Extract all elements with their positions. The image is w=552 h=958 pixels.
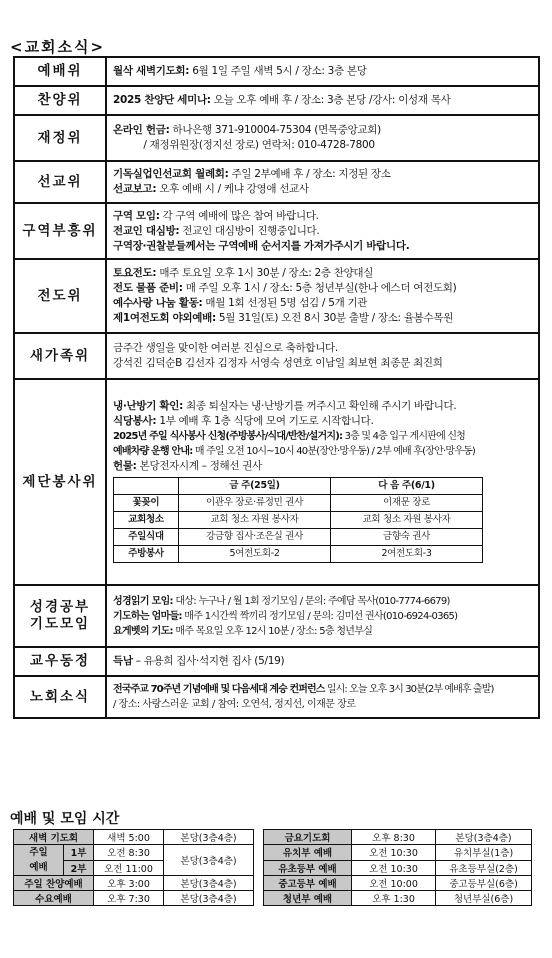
roster-cell: 5여전도회-2: [179, 545, 331, 562]
schedule-row: [14, 845, 532, 861]
roster-cell: 교회 청소 자원 봉사자: [179, 511, 331, 528]
schedule-place: 본당(3층4층): [164, 876, 254, 891]
news-line: [113, 266, 532, 281]
schedule-name: 수요예배: [14, 891, 94, 906]
news-line-heading: 예수사랑 나눔 활동:: [113, 297, 203, 309]
news-line: [113, 444, 532, 459]
news-line-heading: 기독실업인선교회 월례회:: [113, 168, 229, 180]
schedule-time: 오후 8:30: [352, 830, 436, 845]
news-line-text: 오늘 오후 예배 후 / 장소: 3층 본당 /강사: 이성재 목사: [210, 94, 451, 106]
news-row-choir: [14, 86, 539, 115]
news-row-evangelism: [14, 259, 539, 333]
roster-cell: 교회 청소 자원 봉사자: [331, 511, 483, 528]
news-line-text: 금주간 생일을 맞이한 여러분 진심으로 축하합니다.: [113, 342, 338, 354]
news-line-text: 매주 목요일 오후 12시 10분 / 장소: 5층 청년부실: [172, 625, 373, 637]
roster-row: [114, 528, 483, 545]
news-line-heading: 선교보고:: [113, 183, 157, 195]
service-roster-table: [113, 477, 483, 563]
news-content: [106, 203, 539, 259]
category-label: 전도위: [14, 259, 106, 333]
news-line-heading: 제1여전도회 야외예배:: [113, 312, 216, 324]
schedule-name: 중고등부 예배: [264, 876, 352, 891]
schedule-name: 청년부 예배: [264, 891, 352, 906]
news-line-text: 본당전자시계 – 정해선 권사: [136, 459, 262, 472]
news-line: [113, 697, 532, 712]
schedule-place: 본당(3층4층): [164, 830, 254, 845]
news-line-heading: 월삭 새벽기도회:: [113, 65, 190, 77]
news-line-text: 전교인 대심방이 진행중입니다.: [179, 224, 320, 237]
news-row-elders: [14, 676, 539, 718]
news-line: [113, 138, 532, 153]
news-line-text: 3층 및 4층 입구 게시판에 신청: [342, 430, 466, 442]
news-line-text: 하나은행 371-910004-75304 (면목중앙교회): [169, 124, 381, 136]
news-line: [113, 594, 532, 609]
news-line-text: 오후 예배 시 / 케냐 강영애 선교사: [156, 183, 309, 195]
news-line: [113, 182, 532, 197]
schedule-place: 청년부실(6층): [436, 891, 532, 906]
news-content: [106, 115, 539, 161]
news-line: [113, 281, 532, 296]
news-line-text: 매 주일 오전 10시~10시 40분(장안·망우동) / 2부 예배 후(장안·망우동): [192, 445, 476, 457]
schedule-row: [14, 830, 532, 845]
roster-cell: 이재문 장로: [331, 494, 483, 511]
category-label: 제단봉사위: [14, 379, 106, 585]
schedule-time: 오전 10:30: [352, 845, 436, 861]
news-line: [113, 93, 532, 108]
news-line-text: 5월 31일(토) 오전 8시 30분 출발 / 장소: 율봄수목원: [215, 312, 454, 324]
news-content: [106, 86, 539, 115]
schedule-time: 오후 7:30: [94, 891, 164, 906]
news-line-text: 매월 1회 선정된 5명 섬김 / 5개 기관: [202, 297, 368, 309]
schedule-sub: 1부: [64, 845, 94, 861]
category-label: 찬양위: [14, 86, 106, 115]
roster-role: 교회청소: [114, 511, 179, 528]
category-label: 새가족위: [14, 333, 106, 379]
schedule-group: 주일 예배: [14, 845, 64, 876]
schedule-place: 본당(3층4층): [436, 830, 532, 845]
category-label: 교우동정: [14, 647, 106, 676]
church-news-title: <교회소식>: [10, 38, 106, 56]
news-line-heading: 헌물:: [113, 459, 137, 472]
news-line-text: 일시: 오늘 오후 3시 30분(2부 예배후 출발): [324, 684, 494, 695]
news-line-heading: 식당봉사:: [113, 414, 157, 427]
news-content: [106, 259, 539, 333]
schedule-name: 유치부 예배: [264, 845, 352, 861]
news-line-text: 강석진 김덕순B 김선자 김정자 서영숙 성연호 이남일 최보현 최종문 최진희: [113, 357, 443, 369]
news-row-finance: [14, 115, 539, 161]
news-line: [113, 654, 532, 669]
news-line: [113, 682, 532, 697]
category-label: 예배위: [14, 57, 106, 86]
news-line: [113, 356, 532, 371]
news-line-heading: 요게벳의 기도:: [113, 625, 173, 637]
schedule-sub: 2부: [64, 860, 94, 876]
news-line-heading: 전국주교 70주년 기념예배 및 다음세대 계승 컨퍼런스: [113, 684, 325, 695]
schedule-place: 중고등부실(6층): [436, 876, 532, 891]
schedule-name: 금요기도회: [264, 830, 352, 845]
category-label: 선교위: [14, 161, 106, 203]
news-line-text: – 유용희 집사·석지현 집사 (5/19): [132, 655, 285, 667]
schedule-title: 예배 및 모임 시간: [10, 811, 120, 827]
news-line-heading: 전도 물품 준비:: [113, 282, 183, 294]
roster-cell: 이관우 장로·류정민 권사: [179, 494, 331, 511]
roster-header: [114, 477, 179, 494]
schedule-place: 본당(3층4층): [164, 845, 254, 876]
roster-header-row: [114, 477, 483, 494]
schedule-place: 본당(3층4층): [164, 891, 254, 906]
news-row-fellowship: [14, 647, 539, 676]
news-content: [106, 647, 539, 676]
news-row-newfamily: [14, 333, 539, 379]
category-label: 성경공부 기도모임: [14, 585, 106, 647]
news-line: [113, 429, 532, 444]
church-news-table: [13, 56, 540, 719]
news-line-text: 각 구역 예배에 많은 참여 바랍니다.: [159, 209, 319, 222]
news-line-text: 대상: 누구나 / 월 1회 정기모임 / 문의: 주예담 목사(010-7774-6679): [172, 595, 450, 607]
news-line-heading: 성경읽기 모임:: [113, 595, 173, 607]
news-line-heading: 구역장·권찰분들께서는 구역예배 순서지를 가져가주시기 바랍니다.: [113, 239, 410, 252]
roster-header: 금 주(25일): [179, 477, 331, 494]
category-label: 노회소식: [14, 676, 106, 718]
news-line: [113, 341, 532, 356]
roster-cell: 강금향 집사·조은실 권사: [179, 528, 331, 545]
schedule-row: [14, 891, 532, 906]
news-line-heading: 온라인 헌금:: [113, 124, 170, 136]
schedule-table: [13, 829, 532, 906]
news-line: [113, 459, 532, 474]
schedule-place: 유치부실(1층): [436, 845, 532, 861]
news-line-heading: 2025 찬양단 세미나:: [113, 94, 211, 106]
news-line: [113, 123, 532, 138]
news-content: [106, 379, 539, 585]
news-line: [113, 209, 532, 224]
news-content: [106, 676, 539, 718]
news-line-text: 6월 1일 주일 새벽 5시 / 장소: 3층 본당: [189, 65, 367, 77]
news-line-text: 매주 토요일 오후 1시 30분 / 장소: 2층 찬양대실: [156, 267, 374, 279]
news-line: [113, 311, 532, 326]
news-line: [113, 399, 532, 414]
news-line-heading: 2025년 주일 식사봉사 신청(주방봉사/식대/반찬/설거지):: [113, 430, 343, 442]
news-line: [113, 414, 532, 429]
news-line-text: 매 주일 오후 1시 / 장소: 5층 청년부실(한나 에스더 여전도회): [182, 282, 457, 294]
schedule-place: 유초등부실(2층): [436, 860, 532, 876]
roster-header: 다 음 주(6/1): [331, 477, 483, 494]
news-row-bible: [14, 585, 539, 647]
schedule-name: 주일 찬양예배: [14, 876, 94, 891]
schedule-name: 새벽 기도회: [14, 830, 94, 845]
schedule-name: 유초등부 예배: [264, 860, 352, 876]
news-content: [106, 161, 539, 203]
news-line-heading: 냉·난방기 확인:: [113, 399, 184, 412]
news-row-district: [14, 203, 539, 259]
news-line: [113, 609, 532, 624]
schedule-time: 오전 10:00: [352, 876, 436, 891]
news-line-heading: 득남: [113, 655, 133, 667]
news-line-text: 1부 예배 후 1층 식당에 모여 기도로 시작합니다.: [156, 414, 374, 427]
schedule-time: 새벽 5:00: [94, 830, 164, 845]
roster-role: 꽃꽂이: [114, 494, 179, 511]
news-line: [113, 624, 532, 639]
news-line-heading: 기도하는 엄마들:: [113, 610, 182, 622]
news-line-text: 최종 퇴실자는 냉·난방기를 꺼주시고 확인해 주시기 바랍니다.: [183, 399, 457, 412]
roster-row: [114, 511, 483, 528]
news-content: [106, 585, 539, 647]
schedule-row: [14, 876, 532, 891]
news-line-heading: 구역 모임:: [113, 209, 160, 222]
news-line: [113, 224, 532, 239]
schedule-time: 오전 8:30: [94, 845, 164, 861]
news-line-heading: 전교인 대심방:: [113, 224, 180, 237]
news-row-worship: [14, 57, 539, 86]
roster-cell: 금향숙 권사: [331, 528, 483, 545]
news-line: [113, 167, 532, 182]
news-line-text: / 장소: 사랑스러운 교회 / 참여: 오연석, 정지선, 이재문 장로: [113, 699, 356, 710]
news-line-heading: 토요전도:: [113, 267, 157, 279]
news-line: [113, 64, 532, 79]
schedule-row: [14, 860, 532, 876]
news-row-mission: [14, 161, 539, 203]
schedule-time: 오후 3:00: [94, 876, 164, 891]
roster-role: 주방봉사: [114, 545, 179, 562]
news-content: [106, 333, 539, 379]
schedule-time: 오전 11:00: [94, 860, 164, 876]
news-row-service: [14, 379, 539, 585]
schedule-time: 오후 1:30: [352, 891, 436, 906]
roster-role: 주일식대: [114, 528, 179, 545]
news-line-heading: 예배차량 운행 안내:: [113, 445, 193, 457]
news-content: [106, 57, 539, 86]
roster-cell: 2여전도회-3: [331, 545, 483, 562]
news-line: [113, 239, 532, 254]
news-line-text: 주일 2부예배 후 / 장소: 지정된 장소: [228, 168, 391, 180]
news-line-text: 매주 1시간씩 짝끼리 정기모임 / 문의: 김미선 권사(010-6924-0365): [181, 610, 458, 622]
news-line-text: / 재정위원장(정지선 장로) 연락처: 010-4728-7800: [113, 139, 375, 151]
category-label: 구역부흥위: [14, 203, 106, 259]
news-line: [113, 296, 532, 311]
schedule-time: 오전 10:30: [352, 860, 436, 876]
roster-row: [114, 545, 483, 562]
roster-row: [114, 494, 483, 511]
category-label: 재정위: [14, 115, 106, 161]
